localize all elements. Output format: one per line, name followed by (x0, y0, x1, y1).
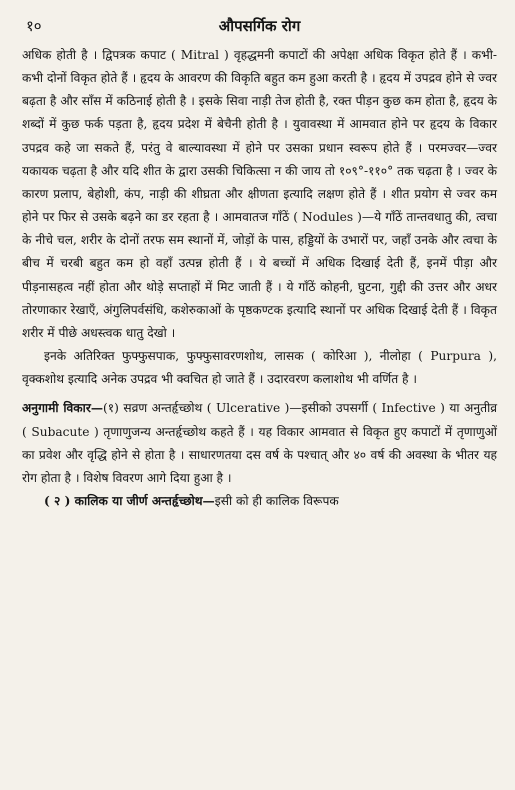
paragraph-3 (22, 397, 497, 490)
paragraph-2: इनके अतिरिक्त फुफ्फुसपाक, फुफ्फुसावरणशोथ, लासक ( कोरिआ ), नीलोहा ( Purpura ), वृक्कशोथ इत्यादि अनेक उपद्रव भी क्वचित हो जाते हैं । उदारवरण कलाशोथ भी वर्णित है । (22, 349, 497, 387)
paragraph-4 (22, 490, 497, 513)
section-heading-secondary-disorders: अनुगामी विकार— (22, 401, 104, 416)
paragraph-4-text: इसी को ही कालिक विरूपक (214, 493, 339, 508)
page-header (22, 14, 497, 42)
paragraph-1: अधिक होती है । द्विपत्रक कपाट ( Mitral ) वृहद्धमनी कपाटों की अपेक्षा अधिक विकृत होते हैं । कभी-कभी दोनों विकृत होते हैं । हृदय के आवरण की विकृति बहुत कम हुआ करती है । हृदय में उपद्रव होने से ज्वर बढ़ता है और साँस में कठिनाई होती है । इसके सिवा नाड़ी तेज होती है, रक्त पीड़न कुछ कम होता है, हृदय के शब्दों में कुछ फर्क पड़ता है, हृदय प्रदेश में बेचैनी होती है । युवावस्था में आमवात होने पर हृदय के विकार उपद्रव कहे जा सकते हैं, परंतु वे बाल्यावस्था में होने पर उसका प्रधान स्वरूप होते हैं । परमज्वर—ज्वर यकायक चढ़ता है और यदि शीत के द्वारा उसकी चिकित्सा न की जाय तो १०९°-११०° तक चढ़ता है । ज्वर के कारण प्रलाप, बेहोशी, कंप, नाड़ी की शीघ्रता और क्षीणता इत्यादि लक्षण होते हैं । शीत प्रयोग से ज्वर कम होने पर फिर से उसके बढ़ने का डर रहता है । आमवातज गाँठें ( Nodules )—ये गाँठें तान्तवधातु की, त्वचा के नीचे चल, शरीर के दोनों तरफ सम स्थानों में, जोड़ों के पास, हड्डियों के उभारों पर, जहाँ उनके और त्वचा के बीच में चरबी बहुत कम हो वहाँ उत्पन्न होती हैं । ये बच्चों में अधिक दिखाई देती हैं, इनमें पीड़ा और पीड़नासहत्व नहीं होता और थोड़े सप्ताहों में मिट जाती हैं । ये गाँठें कोहनी, घुटना, गुद्दी की उत्तर और अधर तोरणाकार रेखाएँ, अंगुलिपर्वसंधि, कशेरुकाओं के पृष्ठकण्टक इत्यादि स्थानों पर अधिक दिखाई देती हैं । विकृत शरीर में पीछे अधस्त्वक धातु देखो । (22, 48, 497, 340)
running-title: औपसर्गिक रोग (218, 17, 301, 35)
section-heading-chronic-endocarditis: ( २ ) कालिक या जीर्ण अन्तर्हृच्छोथ— (44, 493, 215, 508)
body-text (22, 44, 497, 513)
page-number: १० (26, 17, 42, 35)
paragraph-3-text: (१) सव्रण अन्तर्हृच्छोथ ( Ulcerative )—इसीको उपसर्गी ( Infective ) या अनुतीव्र ( Subacute ) तृणाणुजन्य अन्तर्हृच्छोथ कहते हैं । यह विकार आमवात से विकृत हुए कपाटों में तृणाणुओं का प्रवेश और वृद्धि होने से होता है । साधारणतया दस वर्ष के पश्चात् और ४० वर्ष की अवस्था के भीतर यह रोग होता है । विशेष विवरण आगे दिया हुआ है । (22, 401, 498, 485)
